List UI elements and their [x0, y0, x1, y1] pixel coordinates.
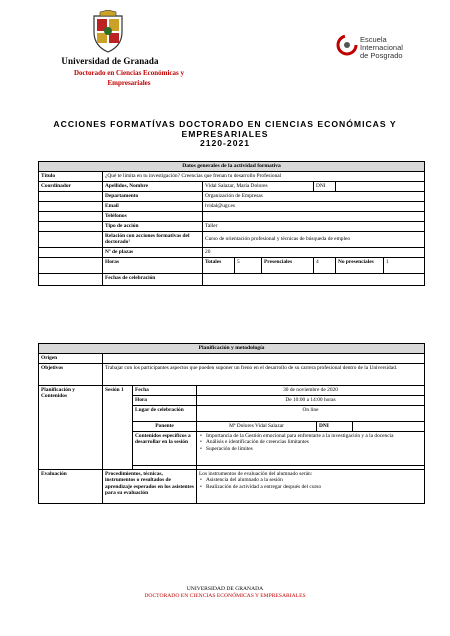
dni-label: DNI [314, 181, 336, 191]
empty-cell [39, 273, 103, 285]
titulo-label: Título [39, 171, 103, 181]
plazas-label: Nº de plazas [103, 247, 203, 257]
empty-cell [39, 247, 103, 257]
university-name: Universidad de Granada [61, 56, 159, 66]
footer-line-2: DOCTORADO EN CIENCIAS ECONÓMICAS Y EMPRESARIALES [144, 593, 306, 599]
university-crest-logo [86, 10, 130, 54]
lugar-value: On line [197, 405, 425, 421]
plazas-value: 20 [203, 247, 425, 257]
origen-label: Origen [39, 353, 103, 363]
presenciales-value: 4 [314, 257, 336, 273]
dni-value [336, 181, 425, 191]
list-item: • Realización de actividad a entregar después del curso [199, 484, 422, 491]
list-item: • Superación de límites [199, 446, 422, 453]
evaluacion-label: Evaluación [39, 469, 103, 503]
relacion-label: Relación con acciones formativas del doctorado¹ [103, 231, 203, 247]
procedimientos-label: Procedimientos, técnicas, instrumentos o resultados de aprendizaje esperados en los asistentes para su evaluación [103, 469, 197, 503]
totales-label: Totales [203, 257, 235, 273]
empty-cell [39, 221, 103, 231]
ponente-value: Mª Dolores Vidal Salazar [197, 421, 317, 431]
empty-cell [39, 201, 103, 211]
email-value: lvidal@ugr.es [203, 201, 425, 211]
empty-cell [39, 191, 103, 201]
evaluacion-list [199, 477, 422, 490]
doctorado-name [44, 68, 214, 88]
apellidos-label: Apellidos, Nombre [103, 181, 203, 191]
email-label: Email [103, 201, 203, 211]
list-item: • Importancia de la Gestión emocional para enfrentarte a la investigación y a la docencia [199, 433, 422, 440]
lugar-label: Lugar de celebración [133, 405, 197, 421]
departamento-value: Organización de Empresas [203, 191, 425, 201]
fechas-value [203, 273, 425, 285]
general-section-title: Datos generales de la actividad formativa [39, 162, 425, 172]
escuela-line-2: Internacional [360, 43, 403, 53]
planificacion-label: Planificación y Contenidos [39, 385, 103, 469]
fecha-label: Fecha [133, 385, 197, 395]
horas-label: Horas [103, 257, 203, 273]
telefonos-value [203, 211, 425, 221]
objetivos-value: Trabajar con los participantes aspectos que pueden suponer un freno en el desarrollo de su carrera profesional dentro de la Universidad. [103, 363, 425, 385]
objetivos-label: Objetivos [39, 363, 103, 385]
totales-value: 5 [235, 257, 262, 273]
no-presenciales-label: No presenciales [336, 257, 384, 273]
list-item: • Análisis e identificación de creencias limitantes [199, 439, 422, 446]
tipo-label: Tipo de acción [103, 221, 203, 231]
coordinador-label: Coordinador [39, 181, 103, 191]
doctorado-line-1: Doctorado en Ciencias Económicas y [73, 69, 185, 77]
empty-cell [39, 257, 103, 273]
presenciales-label: Presenciales [262, 257, 314, 273]
empty-cell [39, 231, 103, 247]
tipo-value: Taller [203, 221, 425, 231]
planning-table [38, 343, 425, 504]
contenidos-list-cell [197, 431, 425, 465]
telefonos-label: Teléfonos [103, 211, 203, 221]
titulo-value: ¿Qué te limita en tu investigación? Creencias que frenan tu desarrollo Profesional [103, 171, 425, 181]
general-data-table [38, 161, 425, 286]
fecha-value: 30 de noviembre de 2020 [197, 385, 425, 395]
doctorado-line-2: Empresariales [107, 79, 151, 87]
ponente-dni-label: DNI [317, 421, 353, 431]
footer-line-1: UNIVERSIDAD DE GRANADA [186, 586, 264, 592]
relacion-value: Curso de orientación profesional y técnicas de búsqueda de empleo [203, 231, 425, 247]
escuela-line-3: de Posgrado [360, 51, 403, 61]
hora-value: De 10:00 a 14:00 horas [197, 395, 425, 405]
ponente-label: Ponente [133, 421, 197, 431]
escuela-posgrado-logo [336, 34, 358, 56]
no-presenciales-value: 1 [384, 257, 425, 273]
list-item: • Asistencia del alumnado a la sesión [199, 477, 422, 484]
contenidos-list [199, 433, 422, 453]
escuela-posgrado-name [360, 36, 403, 61]
sesion-label: Sesión 1 [103, 385, 133, 469]
origen-value [103, 353, 425, 363]
document-title [40, 120, 410, 149]
hora-label: Hora [133, 395, 197, 405]
apellidos-value: Vidal Salazar, María Dolores [203, 181, 314, 191]
document-header [0, 0, 450, 100]
contenidos-label: Contenidos específicos a desarrollar en la sesión [133, 431, 197, 465]
evaluacion-intro: Los instrumentos de evaluación del alumnado serán: [199, 470, 313, 477]
departamento-label: Departamento [103, 191, 203, 201]
title-line-1: ACCIONES FORMATÍVAS DOCTORADO EN CIENCIAS ECONÓMICAS Y [53, 119, 397, 129]
ponente-dni-value [353, 421, 425, 431]
escuela-line-1: Escuela [360, 35, 387, 44]
evaluacion-value [197, 469, 425, 503]
title-line-2: EMPRESARIALES [181, 128, 269, 139]
title-line-3: 2120-2021 [199, 138, 251, 148]
empty-cell [39, 211, 103, 221]
fechas-label: Fechas de celebración [103, 273, 203, 285]
document-footer [0, 586, 450, 600]
plan-section-title: Planificación y metodología [39, 344, 425, 354]
